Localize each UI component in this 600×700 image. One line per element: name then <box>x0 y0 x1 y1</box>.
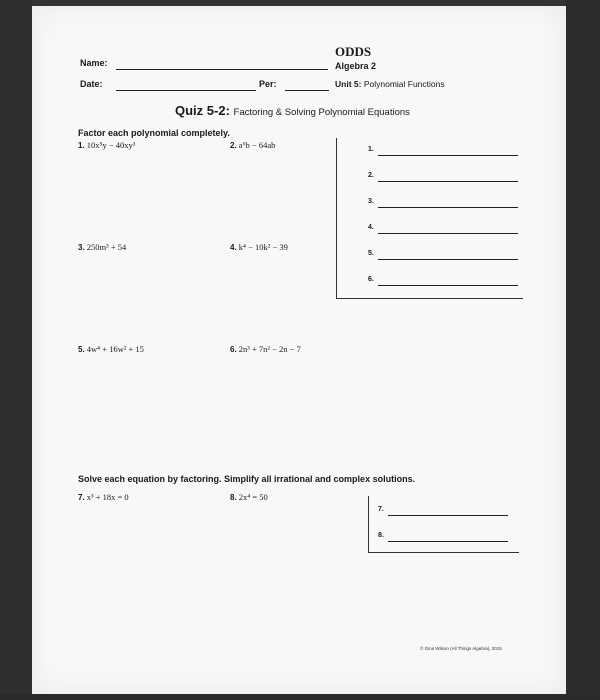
unit-label: Unit 5: <box>335 79 362 89</box>
frame-right <box>566 0 600 700</box>
problem-2: 2. a⁶b − 64ab <box>230 140 276 150</box>
answer-1-label: 1. <box>368 146 374 153</box>
quiz-subtitle: Factoring & Solving Polynomial Equations <box>233 107 410 118</box>
section1-instructions: Factor each polynomial completely. <box>78 128 230 138</box>
date-field[interactable] <box>116 90 256 91</box>
per-label: Per: <box>259 79 277 89</box>
section2-instructions: Solve each equation by factoring. Simplify all irrational and complex solutions. <box>78 474 416 484</box>
answer-2-label: 2. <box>368 172 374 179</box>
answer-6-label: 6. <box>368 276 374 283</box>
quiz-title <box>175 103 410 118</box>
frame-bottom <box>0 694 600 700</box>
answer-4-line[interactable] <box>378 233 518 234</box>
answer-2-line[interactable] <box>378 181 518 182</box>
problem-4: 4. k⁴ − 10k² − 39 <box>230 242 288 252</box>
answer-5-label: 5. <box>368 250 374 257</box>
answer-3-label: 3. <box>368 198 374 205</box>
name-field[interactable] <box>116 69 328 70</box>
answer-3-line[interactable] <box>378 207 518 208</box>
answer-8-label: 8. <box>378 532 384 539</box>
problem-6: 6. 2n³ + 7n² − 2n − 7 <box>230 344 301 354</box>
worksheet-page <box>32 6 566 694</box>
date-label: Date: <box>80 79 103 89</box>
period-field[interactable] <box>285 90 329 91</box>
problem-8: 8. 2x⁴ = 50 <box>230 492 268 502</box>
answer-8-line[interactable] <box>388 541 508 542</box>
unit-title: Polynomial Functions <box>363 79 445 89</box>
course-code: ODDS <box>335 44 372 59</box>
unit-line <box>335 79 445 89</box>
frame-left <box>0 0 32 700</box>
problem-5: 5. 4w⁴ + 16w² + 15 <box>78 344 144 354</box>
problem-1: 1. 10x⁵y − 40xy³ <box>78 140 136 150</box>
course-name: Algebra 2 <box>335 61 377 71</box>
copyright-notice: © Gina Wilson (All Things Algebra), 2015 <box>420 646 502 651</box>
answer-4-label: 4. <box>368 224 374 231</box>
answer-1-line[interactable] <box>378 155 518 156</box>
answer-box-2 <box>368 496 519 553</box>
answer-5-line[interactable] <box>378 259 518 260</box>
answer-7-line[interactable] <box>388 515 508 516</box>
problem-3: 3. 250m³ + 54 <box>78 242 127 252</box>
quiz-number: Quiz 5-2: <box>175 103 230 118</box>
answer-7-label: 7. <box>378 506 384 513</box>
answer-6-line[interactable] <box>378 285 518 286</box>
answer-box-1 <box>336 138 523 299</box>
name-label: Name: <box>80 58 108 68</box>
problem-7: 7. x³ + 18x = 0 <box>78 492 129 502</box>
